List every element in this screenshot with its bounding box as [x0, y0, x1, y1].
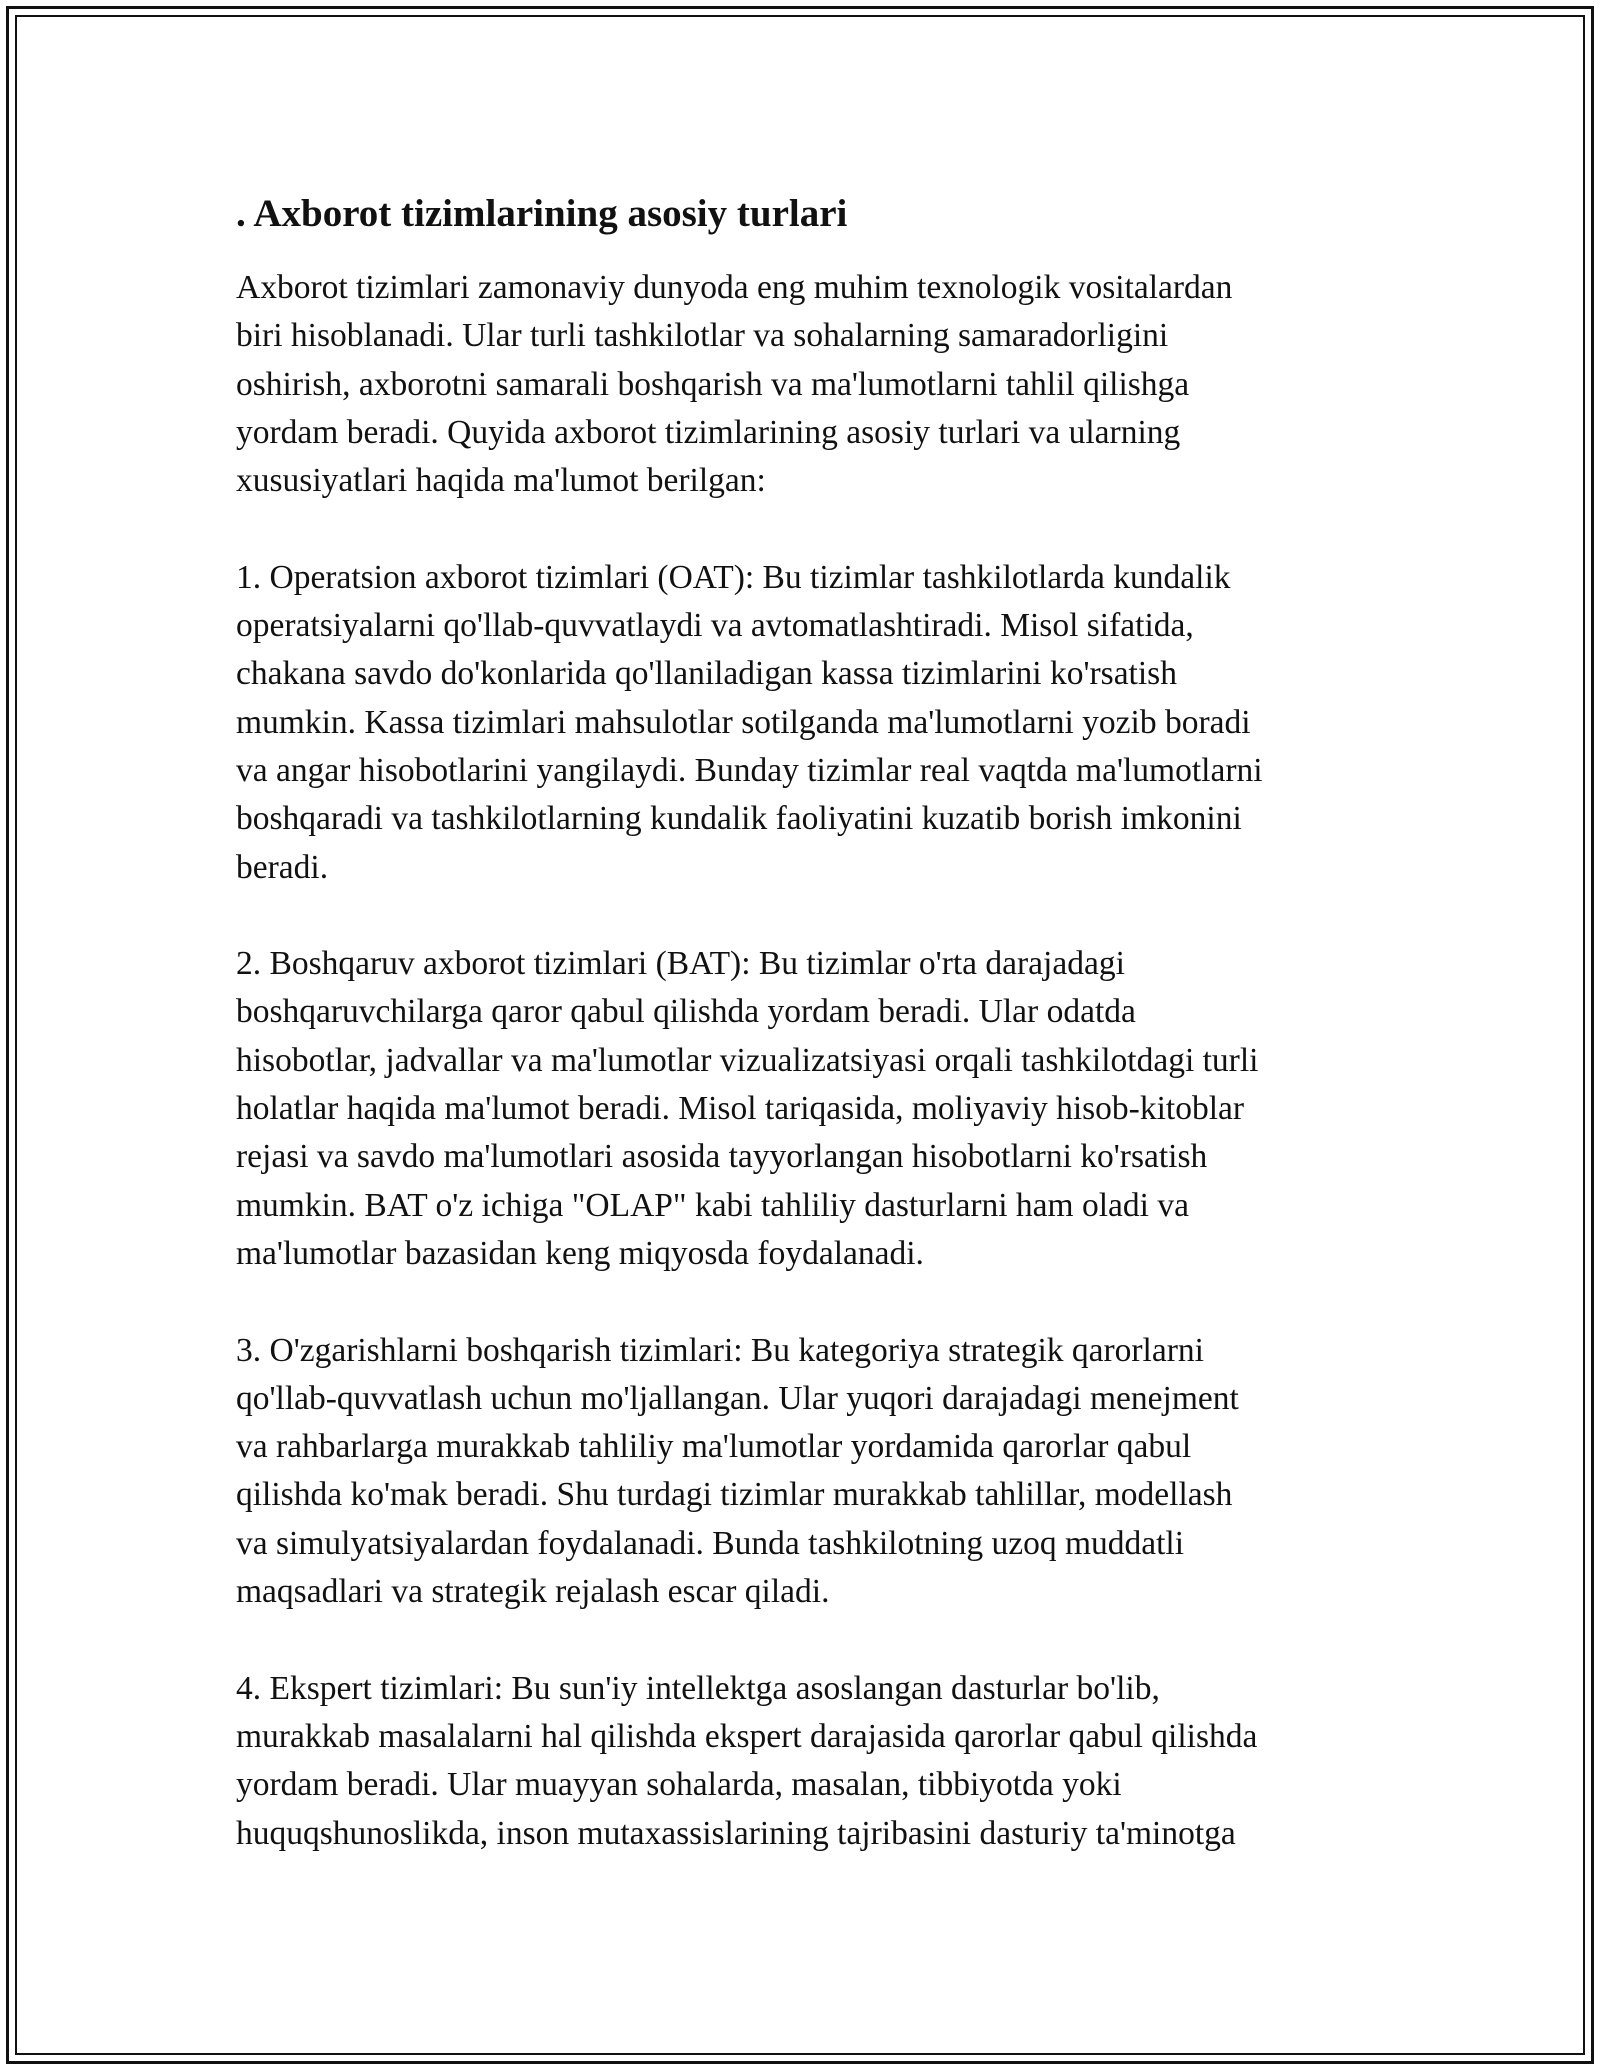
paragraph-operational-systems: 1. Operatsion axborot tizimlari (OAT): Bu tizimlar tashkilotlarda kundalik operatsiyalarni qo'llab-quvvatlaydi va avtomatlashtiradi. Misol sifatida, chakana savdo do'konlarida qo'llaniladigan kassa tizimlarini ko'rsatish mumkin. Kassa tizimlari mahsulotlar sotilganda ma'lumotlarni yozib boradi va angar hisobotlarini yangilaydi. Bunday tizimlar real vaqtda ma'lumotlarni boshqaradi va tashkilotlarning kundalik faoliyatini kuzatib borish imkonini beradi.	[236, 558, 1263, 886]
paragraph-intro: Axborot tizimlari zamonaviy dunyoda eng muhim texnologik vositalardan biri hisoblanadi. Ular turli tashkilotlar va sohalarning samaradorligini oshirish, axborotni samarali boshqarish va ma'lumotlarni tahlil qilishga yordam beradi. Quyida axborot tizimlarining asosiy turlari va ularning xususiyatlari haqida ma'lumot berilgan:	[236, 269, 1233, 500]
paragraph-change-management-systems: 3. O'zgarishlarni boshqarish tizimlari: Bu kategoriya strategik qarorlarni qo'llab-quvvatlash uchun mo'ljallangan. Ular yuqori darajadagi menejment va rahbarlarga murakkab tahliliy ma'lumotlar yordamida qarorlar qabul qilishda ko'mak beradi. Shu turdagi tizimlar murakkab tahlillar, modellash va simulyatsiyalardan foydalanadi. Bunda tashkilotning uzoq muddatli maqsadlari va strategik rejalash escar qiladi.	[236, 1331, 1239, 1611]
paragraph-management-systems: 2. Boshqaruv axborot tizimlari (BAT): Bu tizimlar o'rta darajadagi boshqaruvchilarga qaror qabul qilishda yordam beradi. Ular odatda hisobotlar, jadvallar va ma'lumotlar vizualizatsiyasi orqali tashkilotdagi turli holatlar haqida ma'lumot beradi. Misol tariqasida, moliyaviy hisob-kitoblar rejasi va savdo ma'lumotlari asosida tayyorlangan hisobotlarni ko'rsatish mumkin. BAT o'z ichiga "OLAP" kabi tahliliy dasturlarni ham oladi va ma'lumotlar bazasidan keng miqyosda foydalanadi.	[236, 945, 1259, 1272]
document-body	[236, 186, 1386, 1906]
document-title: . Axborot tizimlarining asosiy turlari	[236, 192, 848, 235]
paragraph-expert-systems: 4. Ekspert tizimlari: Bu sun'iy intellektga asoslangan dasturlar bo'lib, murakkab masalalarni hal qilishda ekspert darajasida qarorlar qabul qilishda yordam beradi. Ular muayyan sohalarda, masalan, tibbiyotda yoki huquqshunoslikda, inson mutaxassislarining tajribasini dasturiy ta'minotga	[236, 1669, 1258, 1852]
